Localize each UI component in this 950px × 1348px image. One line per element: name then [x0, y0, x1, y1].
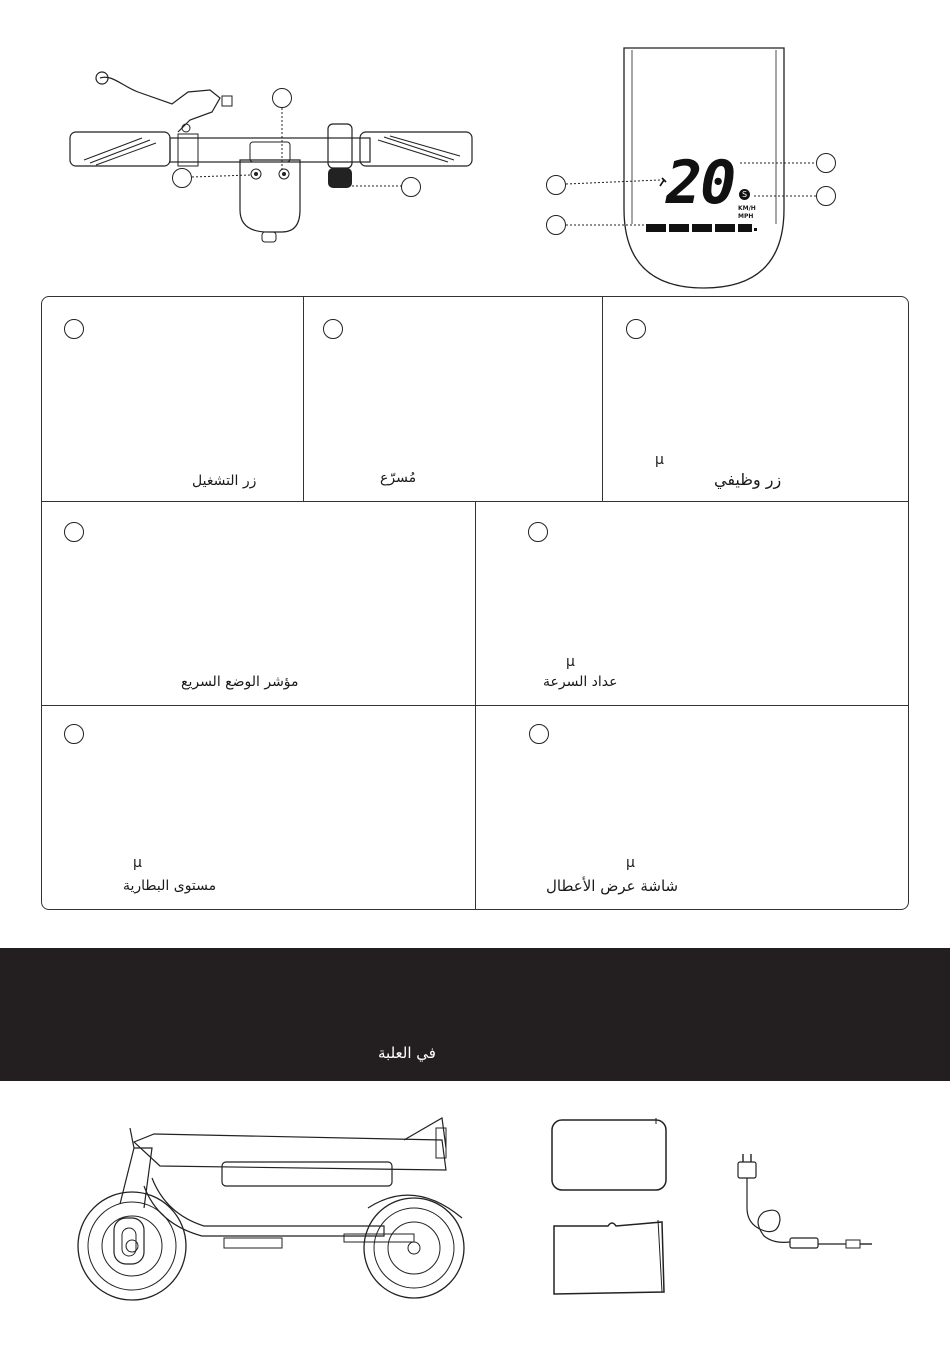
column-divider — [602, 296, 603, 501]
function-button-label: زر وظيفي — [714, 470, 782, 489]
speed-digits: 20 — [666, 148, 735, 218]
cell-number-circle — [323, 319, 343, 339]
column-divider — [303, 296, 304, 501]
unit-kmh: KM/H — [738, 205, 756, 212]
throttle-label: مُسرّع — [380, 470, 417, 486]
callout-circle — [172, 168, 192, 188]
callout-circle — [401, 177, 421, 197]
column-divider — [475, 501, 476, 910]
unit-mph: MPH — [738, 213, 754, 220]
cell-symbol: μ — [133, 855, 142, 871]
display-leaders — [540, 150, 840, 240]
in-box-heading: في العلبة — [378, 1044, 436, 1062]
fault-display-label: شاشة عرض الأعطال — [546, 877, 679, 895]
cell-number-circle — [64, 522, 84, 542]
cell-symbol: μ — [566, 654, 575, 670]
cell-number-circle — [64, 319, 84, 339]
cell-number-circle — [528, 522, 548, 542]
charger-illustration — [734, 1148, 884, 1268]
user-manual-illustration — [550, 1116, 670, 1298]
callout-circle — [546, 175, 566, 195]
callout-circle — [272, 88, 292, 108]
callout-circle — [816, 153, 836, 173]
scooter-illustration — [74, 1108, 474, 1308]
cell-number-circle — [64, 724, 84, 744]
battery-level-label: مستوى البطارية — [123, 878, 217, 894]
sport-mode-glyph: S — [741, 190, 748, 199]
cell-symbol: μ — [626, 855, 635, 871]
sport-mode-indicator-label: مؤشر الوضع السريع — [181, 674, 299, 690]
handlebar-illustration — [60, 60, 480, 250]
callout-circle — [816, 186, 836, 206]
cell-number-circle — [529, 724, 549, 744]
in-box-banner — [0, 948, 950, 1081]
speedometer-label: عداد السرعة — [543, 674, 618, 690]
cell-number-circle — [626, 319, 646, 339]
callout-circle — [546, 215, 566, 235]
cell-symbol: μ — [655, 452, 664, 468]
power-button-label: زر التشغيل — [192, 473, 257, 489]
